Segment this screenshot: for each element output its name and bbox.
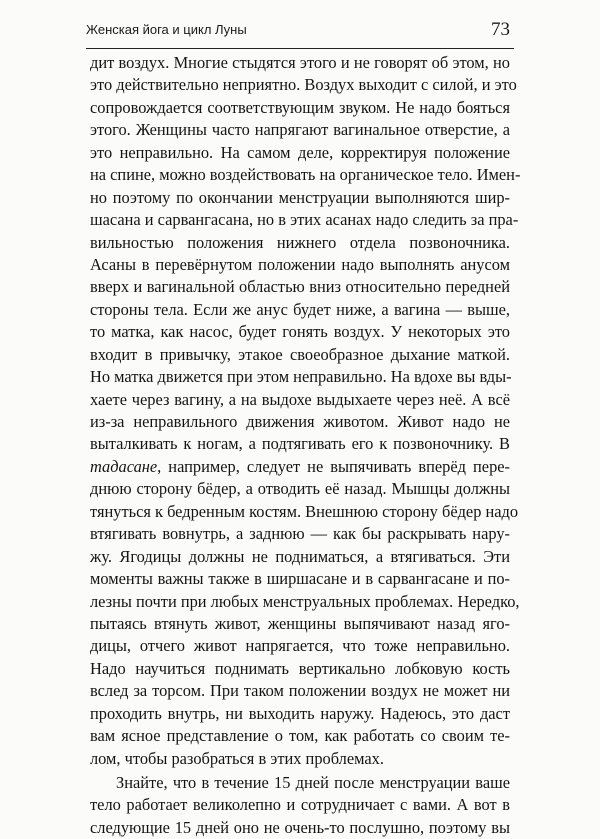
text-line: дицы, отчего живот напрягается, что тоже неправильно.	[90, 636, 510, 656]
text-line: вслед за торсом. При таком положении воздух не может ни	[90, 681, 510, 701]
text-line: Но матка движется при этом неправильно. На вдохе вы вды-	[90, 367, 512, 387]
text-line: это неправильно. На самом деле, корректируя положение	[90, 142, 510, 162]
text-line: сопровождается соответствующим звуком. Не надо бояться	[90, 97, 510, 117]
text-line: вильностью положения нижнего отдела позвоночника.	[90, 232, 510, 252]
text-line: из-за неправильного движения животом. Живот надо не	[90, 412, 510, 431]
text-line: шасана и сарвангасана, но в этих асанах надо следить за пра-	[90, 210, 519, 230]
text-line: хаете через вагину, а на выдохе выдыхаете через неё. А всё	[90, 389, 510, 409]
italic-term: тадасане	[90, 456, 158, 476]
text-line: дит воздух. Многие стыдятся этого и не говорят об этом, но	[90, 53, 510, 72]
text-line: тело работает великолепно и сотрудничает с вами. А вот в	[90, 795, 510, 815]
text-line: но поэтому по окончании менструации выполняются шир-	[90, 187, 510, 207]
text-line: тянуться к бедренным костям. Внешнюю сторону бёдер надо	[90, 501, 519, 521]
text-line: стороны тела. Если же анус будет ниже, а вагина — выше,	[90, 299, 510, 319]
text-line: то матка, как насос, будет гонять воздух. У некоторых это	[90, 322, 510, 342]
text-line: следующие 15 дней оно не очень-то послушно, поэтому вы	[90, 817, 510, 837]
text-line: это действительно неприятно. Воздух выходит с силой, и это	[90, 75, 517, 95]
text-line: днюю сторону бёдер, а отводить её назад. Мышцы должны	[90, 479, 510, 499]
text-line: входит в привычку, этакое своеобразное дыхание маткой.	[90, 344, 510, 364]
text-line: проходить внутрь, ни выходить наружу. Надеюсь, это даст	[90, 703, 510, 723]
running-header	[86, 18, 514, 49]
text-line: этого. Женщины часто напрягают вагинальное отверстие, а	[90, 120, 510, 140]
book-title: Женская йога и цикл Луны	[86, 22, 247, 37]
text-line: лезны почти при любых менструальных проблемах. Нередко,	[90, 591, 520, 611]
body-text	[90, 52, 521, 839]
text-line: втягивать вовнутрь, а заднюю — как бы раскрывать нару-	[90, 524, 510, 544]
text-line: выталкивать к ногам, а подтягивать его к позвоночнику. В	[90, 434, 510, 454]
text-line: пытаясь втянуть живот, женщины выпячивают назад яго-	[90, 613, 510, 633]
text-line-paragraph-end: лом, чтобы разобраться в этих проблемах.	[90, 748, 384, 768]
text-line-rest: , например, следует не выпячивать вперёд пере-	[157, 456, 510, 476]
text-line-paragraph-start: Знайте, что в течение 15 дней после менструации ваше	[116, 773, 510, 792]
page-number: 73	[491, 19, 510, 40]
text-line: моменты важны также в ширшасане и в сарвангасане и по-	[90, 569, 510, 589]
text-line: жу. Ягодицы должны не подниматься, а втягиваться. Эти	[90, 546, 510, 566]
text-line: Асаны в перевёрнутом положении надо выполнять анусом	[90, 254, 510, 274]
text-line: вверх и вагинальной областью вниз относительно передней	[90, 277, 510, 297]
text-line: вам ясное представление о том, как работать со своим те-	[90, 726, 510, 746]
text-line: Надо научиться поднимать вертикально лобковую кость	[90, 658, 510, 678]
text-line: на спине, можно воздействовать на органическое тело. Имен-	[90, 165, 521, 185]
text-line-with-italic	[90, 456, 510, 478]
